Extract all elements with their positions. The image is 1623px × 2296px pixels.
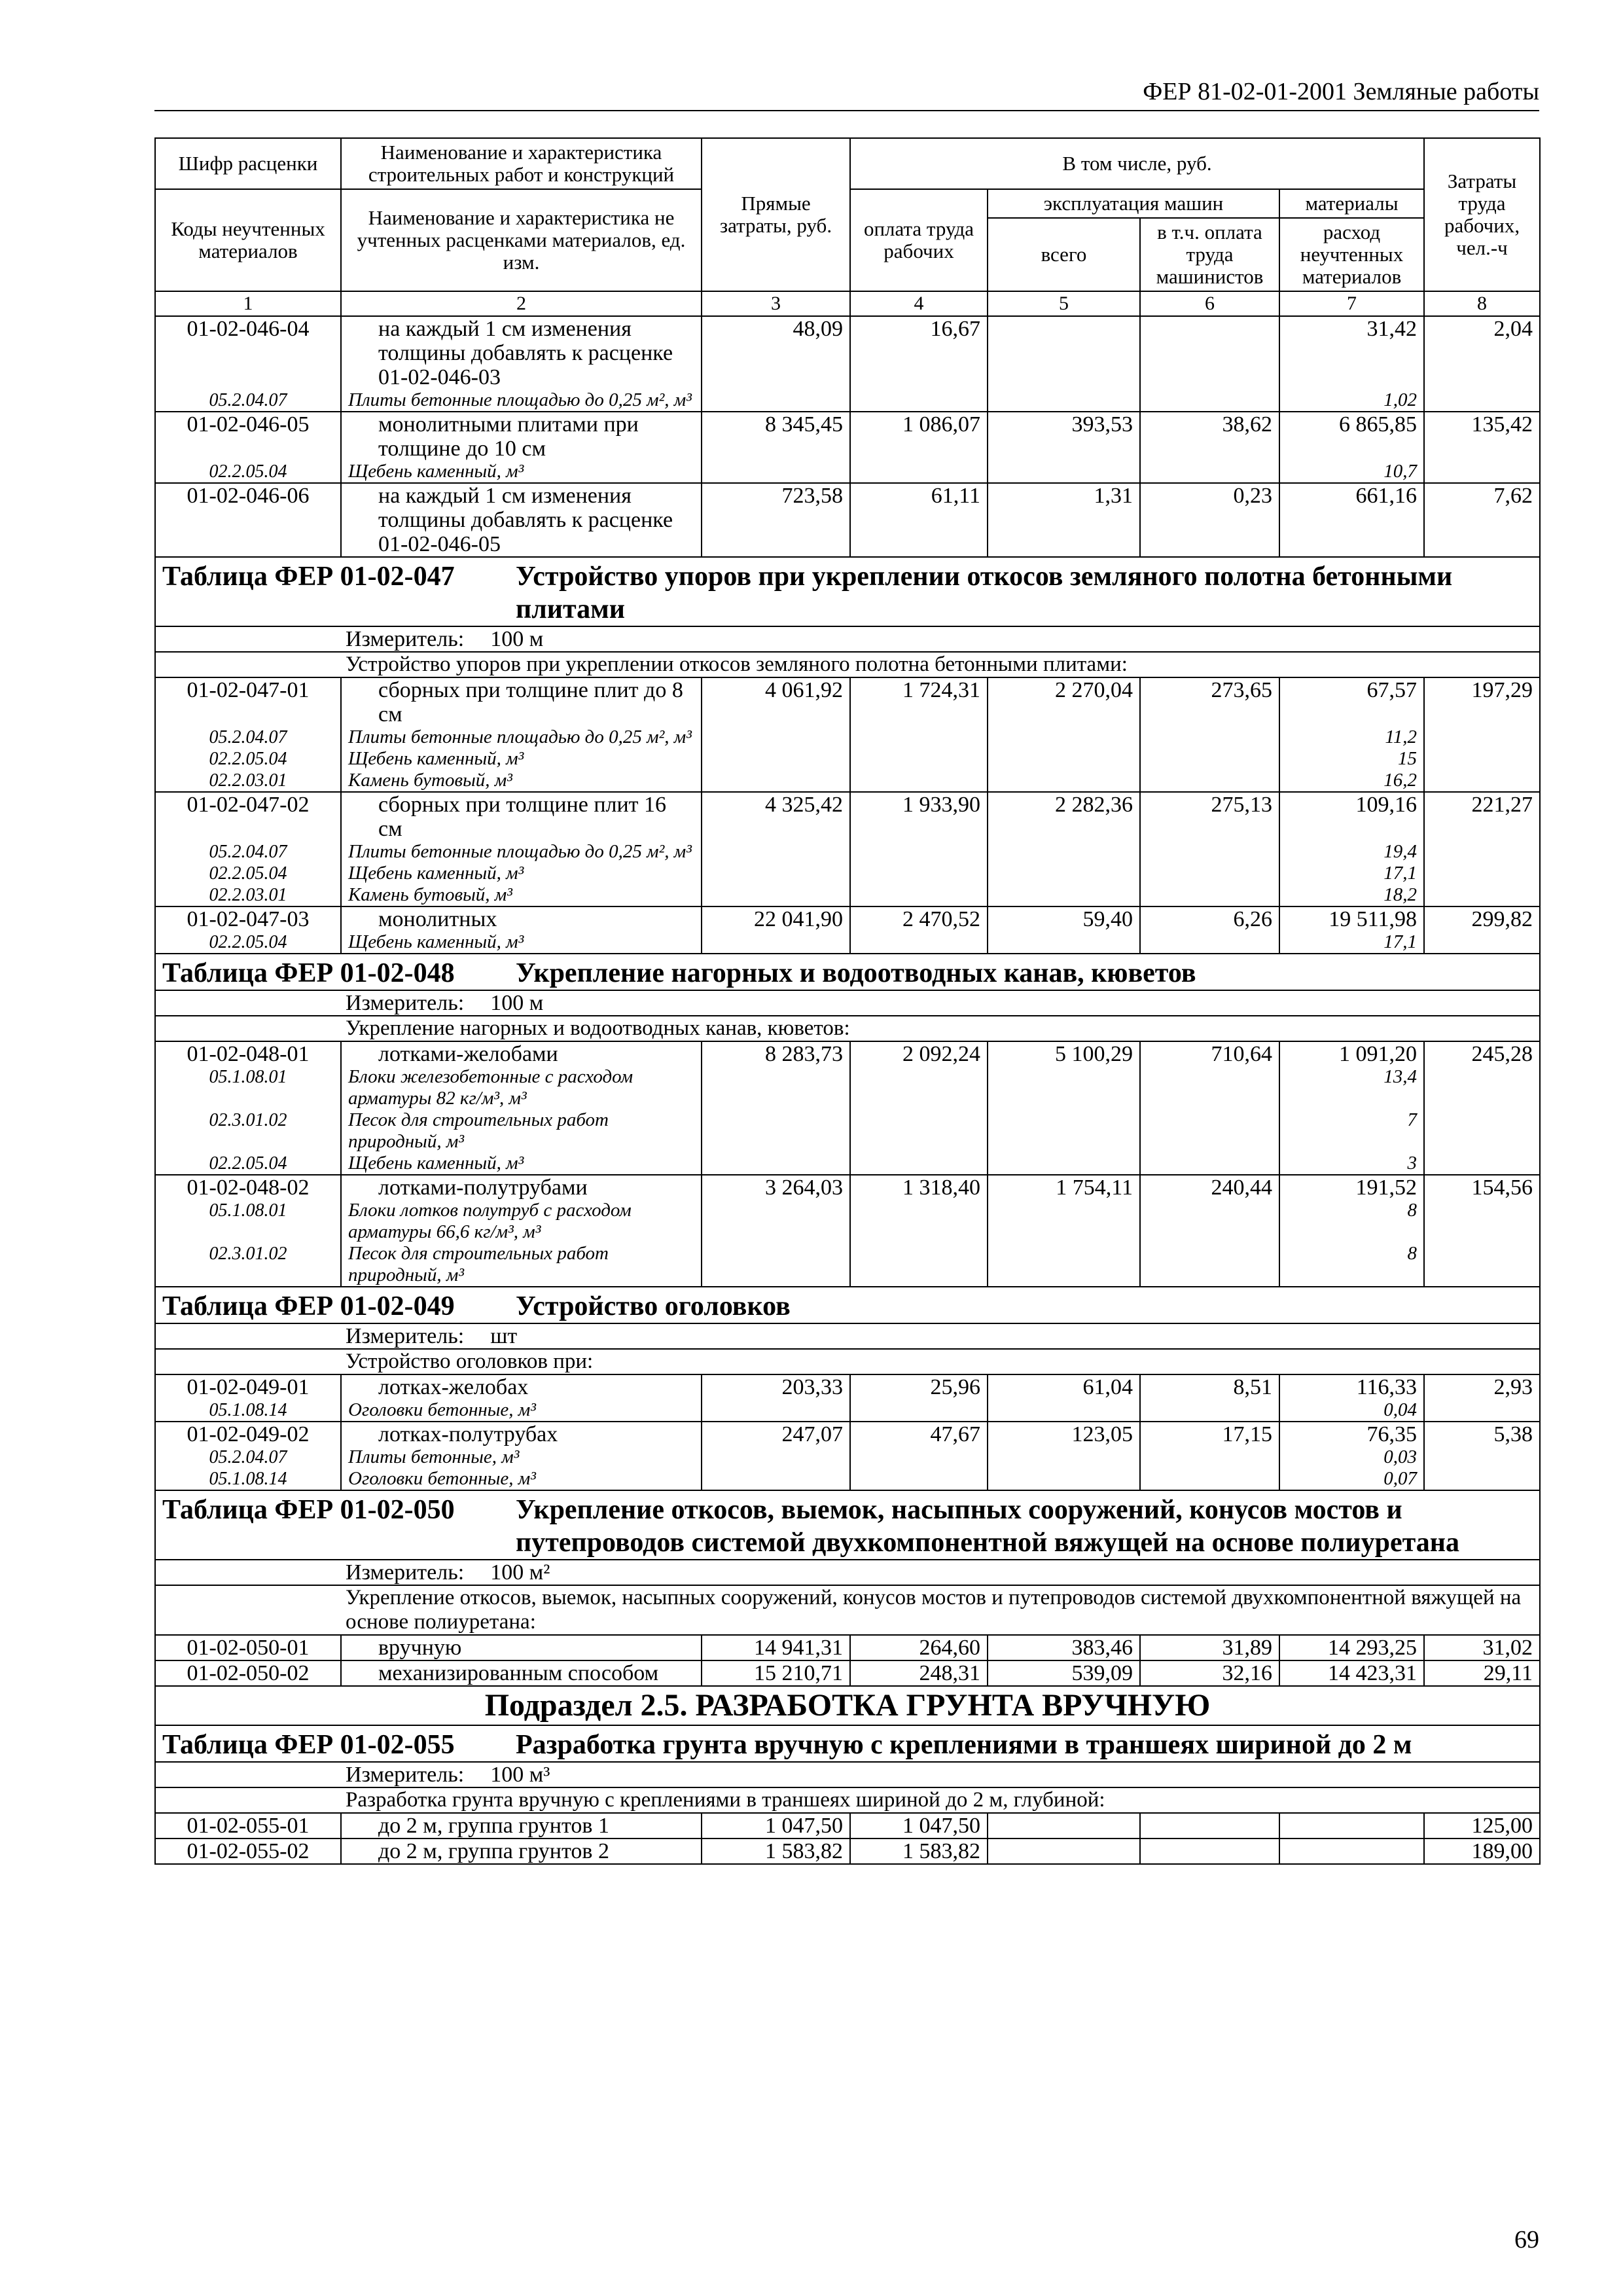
measure-value: 100 м²	[490, 1560, 550, 1585]
material-cost: 116,33	[1279, 1374, 1424, 1399]
col-direct: Прямые затраты, руб.	[702, 138, 850, 291]
machinist-cost	[1140, 1813, 1279, 1839]
labor-cost: 125,00	[1424, 1813, 1540, 1839]
rate-description: вручную	[341, 1635, 702, 1660]
material-name: Песок для строительных работ природный, м³	[341, 1243, 702, 1287]
material-qty: 0,07	[1279, 1468, 1424, 1490]
material-qty: 13,4	[1279, 1066, 1424, 1109]
table-heading-row	[155, 1287, 1540, 1323]
document-title: ФЕР 81-02-01-2001 Земляные работы	[1143, 78, 1539, 105]
material-qty: 0,04	[1279, 1399, 1424, 1422]
machinist-cost: 6,26	[1140, 906, 1279, 954]
rate-code: 01-02-047-02	[155, 792, 341, 841]
material-qty: 16,2	[1279, 770, 1424, 792]
measure-value: шт	[490, 1324, 518, 1348]
table-number: Таблица ФЕР 01-02-049	[162, 1291, 455, 1321]
labor-cost: 7,62	[1424, 483, 1540, 557]
price-table	[154, 137, 1541, 1865]
table-row	[155, 677, 1540, 726]
material-name: Оголовки бетонные, м³	[341, 1468, 702, 1490]
machinist-cost: 32,16	[1140, 1660, 1279, 1686]
material-name: Плиты бетонные площадью до 0,25 м², м³	[341, 726, 702, 748]
table-row	[155, 906, 1540, 931]
rate-code: 01-02-046-04	[155, 316, 341, 389]
intro-text: Устройство упоров при укреплении откосов земляного полотна бетонными плитами:	[155, 652, 1540, 677]
measure-value: 100 м	[490, 627, 544, 651]
table-row	[155, 1175, 1540, 1200]
material-code: 02.2.05.04	[155, 461, 341, 483]
col-materials: материалы	[1279, 189, 1424, 218]
rate-description: лотках-желобах	[341, 1374, 702, 1399]
table-row	[155, 1374, 1540, 1399]
material-name: Плиты бетонные площадью до 0,25 м², м³	[341, 841, 702, 863]
machine-cost: 123,05	[988, 1422, 1140, 1490]
measure-label: Измеритель:	[346, 991, 465, 1015]
wage-cost: 61,11	[850, 483, 988, 557]
direct-cost: 247,07	[702, 1422, 850, 1490]
material-qty: 0,03	[1279, 1446, 1424, 1468]
intro-row	[155, 1349, 1540, 1374]
labor-cost: 154,56	[1424, 1175, 1540, 1287]
rate-description: сборных при толщине плит до 8 см	[341, 677, 702, 726]
labor-cost: 221,27	[1424, 792, 1540, 906]
material-qty: 17,1	[1279, 931, 1424, 954]
col-number: 4	[850, 291, 988, 316]
header-row-1	[155, 138, 1540, 189]
rate-description: лотках-полутрубах	[341, 1422, 702, 1446]
material-code: 02.2.05.04	[155, 931, 341, 954]
table-number: Таблица ФЕР 01-02-055	[162, 1730, 455, 1760]
machine-cost: 383,46	[988, 1635, 1140, 1660]
machinist-cost	[1140, 316, 1279, 412]
material-qty: 8	[1279, 1200, 1424, 1243]
rate-code: 01-02-047-03	[155, 906, 341, 931]
page-number: 69	[1514, 2226, 1539, 2253]
machine-cost: 2 270,04	[988, 677, 1140, 792]
wage-cost: 1 047,50	[850, 1813, 988, 1839]
measure-label: Измеритель:	[346, 1324, 465, 1348]
rate-description: на каждый 1 см изменения толщины добавлять к расценке 01-02-046-05	[341, 483, 702, 557]
direct-cost: 1 583,82	[702, 1839, 850, 1864]
machinist-cost: 31,89	[1140, 1635, 1279, 1660]
material-name: Камень бутовый, м³	[341, 770, 702, 792]
direct-cost: 3 264,03	[702, 1175, 850, 1287]
table-number: Таблица ФЕР 01-02-048	[162, 958, 455, 988]
intro-text: Разработка грунта вручную с креплениями в траншеях шириной до 2 м, глубиной:	[155, 1787, 1540, 1813]
material-cost: 109,16	[1279, 792, 1424, 841]
intro-text: Укрепление нагорных и водоотводных канав, кюветов:	[155, 1016, 1540, 1041]
material-cost: 191,52	[1279, 1175, 1424, 1200]
labor-cost: 31,02	[1424, 1635, 1540, 1660]
material-name: Плиты бетонные площадью до 0,25 м², м³	[341, 389, 702, 412]
machine-cost: 1,31	[988, 483, 1140, 557]
direct-cost: 8 283,73	[702, 1041, 850, 1175]
material-name: Щебень каменный, м³	[341, 931, 702, 954]
col-mat-unaccounted: расход неучтенных материалов	[1279, 218, 1424, 291]
table-heading-row	[155, 557, 1540, 626]
direct-cost: 4 061,92	[702, 677, 850, 792]
table-title: Укрепление нагорных и водоотводных канав, кюветов	[516, 958, 1196, 988]
measure-row	[155, 626, 1540, 652]
wage-cost: 16,67	[850, 316, 988, 412]
page-header	[154, 73, 1539, 111]
material-name: Оголовки бетонные, м³	[341, 1399, 702, 1422]
material-name: Блоки железобетонные с расходом арматуры 82 кг/м³, м³	[341, 1066, 702, 1109]
material-qty: 1,02	[1279, 389, 1424, 412]
wage-cost: 248,31	[850, 1660, 988, 1686]
col-number: 5	[988, 291, 1140, 316]
material-name: Песок для строительных работ природный, м³	[341, 1109, 702, 1153]
machinist-cost: 8,51	[1140, 1374, 1279, 1422]
wage-cost: 1 583,82	[850, 1839, 988, 1864]
wage-cost: 2 470,52	[850, 906, 988, 954]
section-title: Подраздел 2.5. РАЗРАБОТКА ГРУНТА ВРУЧНУЮ	[155, 1686, 1540, 1725]
machine-cost: 5 100,29	[988, 1041, 1140, 1175]
material-cost: 31,42	[1279, 316, 1424, 389]
rate-description: механизированным способом	[341, 1660, 702, 1686]
material-code: 02.2.05.04	[155, 863, 341, 884]
col-number: 2	[341, 291, 702, 316]
rate-code: 01-02-046-05	[155, 412, 341, 461]
material-code: 05.1.08.01	[155, 1066, 341, 1109]
material-qty: 8	[1279, 1243, 1424, 1287]
intro-text: Укрепление откосов, выемок, насыпных сооружений, конусов мостов и путепроводов системой двухкомпонентной вяжущей на основе полиуретана:	[155, 1585, 1540, 1635]
table-row	[155, 1422, 1540, 1446]
col-labor: Затраты труда рабочих, чел.-ч	[1424, 138, 1540, 291]
rate-code: 01-02-047-01	[155, 677, 341, 726]
direct-cost: 14 941,31	[702, 1635, 850, 1660]
machinist-cost: 240,44	[1140, 1175, 1279, 1287]
material-name: Камень бутовый, м³	[341, 884, 702, 906]
material-code: 05.1.08.14	[155, 1468, 341, 1490]
material-code: 02.2.03.01	[155, 770, 341, 792]
labor-cost: 29,11	[1424, 1660, 1540, 1686]
measure-label: Измеритель:	[346, 1763, 465, 1787]
table-row	[155, 1813, 1540, 1839]
wage-cost: 2 092,24	[850, 1041, 988, 1175]
material-qty: 7	[1279, 1109, 1424, 1153]
machine-cost	[988, 316, 1140, 412]
material-cost: 14 293,25	[1279, 1635, 1424, 1660]
direct-cost: 22 041,90	[702, 906, 850, 954]
labor-cost: 2,04	[1424, 316, 1540, 412]
machinist-cost: 273,65	[1140, 677, 1279, 792]
machinist-cost: 710,64	[1140, 1041, 1279, 1175]
col-name-top: Наименование и характеристика строительных работ и конструкций	[341, 138, 702, 189]
table-heading-row	[155, 1490, 1540, 1560]
material-name: Блоки лотков полутруб с расходом арматуры 66,6 кг/м³, м³	[341, 1200, 702, 1243]
price-table-container	[154, 137, 1539, 1865]
col-incl: В том числе, руб.	[850, 138, 1424, 189]
table-row	[155, 316, 1540, 389]
material-code: 05.1.08.01	[155, 1200, 341, 1243]
intro-row	[155, 652, 1540, 677]
direct-cost: 1 047,50	[702, 1813, 850, 1839]
material-qty: 10,7	[1279, 461, 1424, 483]
material-code: 02.2.03.01	[155, 884, 341, 906]
rate-code: 01-02-055-01	[155, 1813, 341, 1839]
machine-cost: 2 282,36	[988, 792, 1140, 906]
material-qty: 11,2	[1279, 726, 1424, 748]
material-code: 05.1.08.14	[155, 1399, 341, 1422]
col-mach-total: всего	[988, 218, 1140, 291]
col-number: 1	[155, 291, 341, 316]
labor-cost: 197,29	[1424, 677, 1540, 792]
material-qty: 17,1	[1279, 863, 1424, 884]
table-title: Устройство оголовков	[516, 1291, 791, 1321]
col-number: 3	[702, 291, 850, 316]
material-cost: 1 091,20	[1279, 1041, 1424, 1066]
measure-row	[155, 1560, 1540, 1585]
rate-code: 01-02-049-01	[155, 1374, 341, 1399]
rate-description: сборных при толщине плит 16 см	[341, 792, 702, 841]
wage-cost: 25,96	[850, 1374, 988, 1422]
table-row	[155, 792, 1540, 841]
direct-cost: 4 325,42	[702, 792, 850, 906]
material-name: Плиты бетонные, м³	[341, 1446, 702, 1468]
rate-description: лотками-полутрубами	[341, 1175, 702, 1200]
machine-cost: 539,09	[988, 1660, 1140, 1686]
material-qty: 19,4	[1279, 841, 1424, 863]
material-cost	[1279, 1813, 1424, 1839]
labor-cost: 135,42	[1424, 412, 1540, 483]
machinist-cost: 275,13	[1140, 792, 1279, 906]
table-row	[155, 483, 1540, 557]
labor-cost: 245,28	[1424, 1041, 1540, 1175]
table-row	[155, 412, 1540, 461]
col-name-bottom: Наименование и характеристика не учтенных расценками материалов, ед. изм.	[341, 189, 702, 291]
wage-cost: 1 724,31	[850, 677, 988, 792]
wage-cost: 47,67	[850, 1422, 988, 1490]
section-heading-row	[155, 1686, 1540, 1725]
material-cost: 14 423,31	[1279, 1660, 1424, 1686]
machine-cost: 59,40	[988, 906, 1140, 954]
wage-cost: 264,60	[850, 1635, 988, 1660]
material-cost: 6 865,85	[1279, 412, 1424, 461]
machinist-cost: 17,15	[1140, 1422, 1279, 1490]
material-name: Щебень каменный, м³	[341, 1153, 702, 1175]
wage-cost: 1 318,40	[850, 1175, 988, 1287]
table-title: Разработка грунта вручную с креплениями в траншеях шириной до 2 м	[516, 1730, 1412, 1760]
intro-row	[155, 1585, 1540, 1635]
col-wage: оплата труда рабочих	[850, 189, 988, 291]
col-number: 7	[1279, 291, 1424, 316]
rate-code: 01-02-048-01	[155, 1041, 341, 1066]
table-number: Таблица ФЕР 01-02-050	[162, 1495, 455, 1525]
machinist-cost: 38,62	[1140, 412, 1279, 483]
machinist-cost	[1140, 1839, 1279, 1864]
labor-cost: 299,82	[1424, 906, 1540, 954]
material-code: 02.2.05.04	[155, 748, 341, 770]
material-cost: 67,57	[1279, 677, 1424, 726]
table-row	[155, 1660, 1540, 1686]
measure-row	[155, 1762, 1540, 1787]
direct-cost: 203,33	[702, 1374, 850, 1422]
measure-value: 100 м	[490, 991, 544, 1015]
rate-code: 01-02-050-02	[155, 1660, 341, 1686]
material-name: Щебень каменный, м³	[341, 863, 702, 884]
measure-row	[155, 990, 1540, 1016]
table-row	[155, 1041, 1540, 1066]
col-code-top: Шифр расценки	[155, 138, 341, 189]
material-code: 02.3.01.02	[155, 1109, 341, 1153]
material-code: 05.2.04.07	[155, 841, 341, 863]
direct-cost: 15 210,71	[702, 1660, 850, 1686]
col-code-bottom: Коды неучтенных материалов	[155, 189, 341, 291]
col-number: 8	[1424, 291, 1540, 316]
material-code: 02.3.01.02	[155, 1243, 341, 1287]
wage-cost: 1 086,07	[850, 412, 988, 483]
machine-cost: 61,04	[988, 1374, 1140, 1422]
intro-row	[155, 1787, 1540, 1813]
material-code: 02.2.05.04	[155, 1153, 341, 1175]
measure-value: 100 м³	[490, 1763, 550, 1787]
machine-cost: 393,53	[988, 412, 1140, 483]
material-code: 05.2.04.07	[155, 1446, 341, 1468]
material-name: Щебень каменный, м³	[341, 748, 702, 770]
rate-description: монолитных	[341, 906, 702, 931]
table-row	[155, 1839, 1540, 1864]
measure-row	[155, 1323, 1540, 1349]
labor-cost: 189,00	[1424, 1839, 1540, 1864]
material-cost: 19 511,98	[1279, 906, 1424, 931]
direct-cost: 723,58	[702, 483, 850, 557]
rate-description: до 2 м, группа грунтов 1	[341, 1813, 702, 1839]
rate-description: лотками-желобами	[341, 1041, 702, 1066]
table-number: Таблица ФЕР 01-02-047	[162, 562, 455, 592]
material-qty: 15	[1279, 748, 1424, 770]
rate-description: до 2 м, группа грунтов 2	[341, 1839, 702, 1864]
col-mach-wage: в т.ч. оплата труда машинистов	[1140, 218, 1279, 291]
rate-code: 01-02-050-01	[155, 1635, 341, 1660]
direct-cost: 8 345,45	[702, 412, 850, 483]
direct-cost: 48,09	[702, 316, 850, 412]
machine-cost	[988, 1839, 1140, 1864]
intro-row	[155, 1016, 1540, 1041]
material-code: 05.2.04.07	[155, 389, 341, 412]
material-code: 05.2.04.07	[155, 726, 341, 748]
column-numbers-row	[155, 291, 1540, 316]
material-qty: 3	[1279, 1153, 1424, 1175]
measure-label: Измеритель:	[346, 1560, 465, 1585]
machinist-cost: 0,23	[1140, 483, 1279, 557]
labor-cost: 2,93	[1424, 1374, 1540, 1422]
material-cost	[1279, 1839, 1424, 1864]
table-title: Устройство упоров при укреплении откосов земляного полотна бетонными плитами	[516, 562, 1453, 624]
rate-code: 01-02-046-06	[155, 483, 341, 557]
material-qty: 18,2	[1279, 884, 1424, 906]
table-heading-row	[155, 954, 1540, 990]
measure-label: Измеритель:	[346, 627, 465, 651]
material-cost: 76,35	[1279, 1422, 1424, 1446]
machine-cost	[988, 1813, 1140, 1839]
table-heading-row	[155, 1725, 1540, 1762]
col-machines: эксплуатация машин	[988, 189, 1279, 218]
wage-cost: 1 933,90	[850, 792, 988, 906]
rate-code: 01-02-055-02	[155, 1839, 341, 1864]
table-row	[155, 1635, 1540, 1660]
rate-description: на каждый 1 см изменения толщины добавлять к расценке 01-02-046-03	[341, 316, 702, 389]
material-cost: 661,16	[1279, 483, 1424, 557]
intro-text: Устройство оголовков при:	[155, 1349, 1540, 1374]
rate-code: 01-02-049-02	[155, 1422, 341, 1446]
machine-cost: 1 754,11	[988, 1175, 1140, 1287]
labor-cost: 5,38	[1424, 1422, 1540, 1490]
material-name: Щебень каменный, м³	[341, 461, 702, 483]
table-title: Укрепление откосов, выемок, насыпных сооружений, конусов мостов и путепроводов системой двухкомпонентной вяжущей на основе полиуретана	[516, 1495, 1459, 1558]
col-number: 6	[1140, 291, 1279, 316]
rate-description: монолитными плитами при толщине до 10 см	[341, 412, 702, 461]
rate-code: 01-02-048-02	[155, 1175, 341, 1200]
